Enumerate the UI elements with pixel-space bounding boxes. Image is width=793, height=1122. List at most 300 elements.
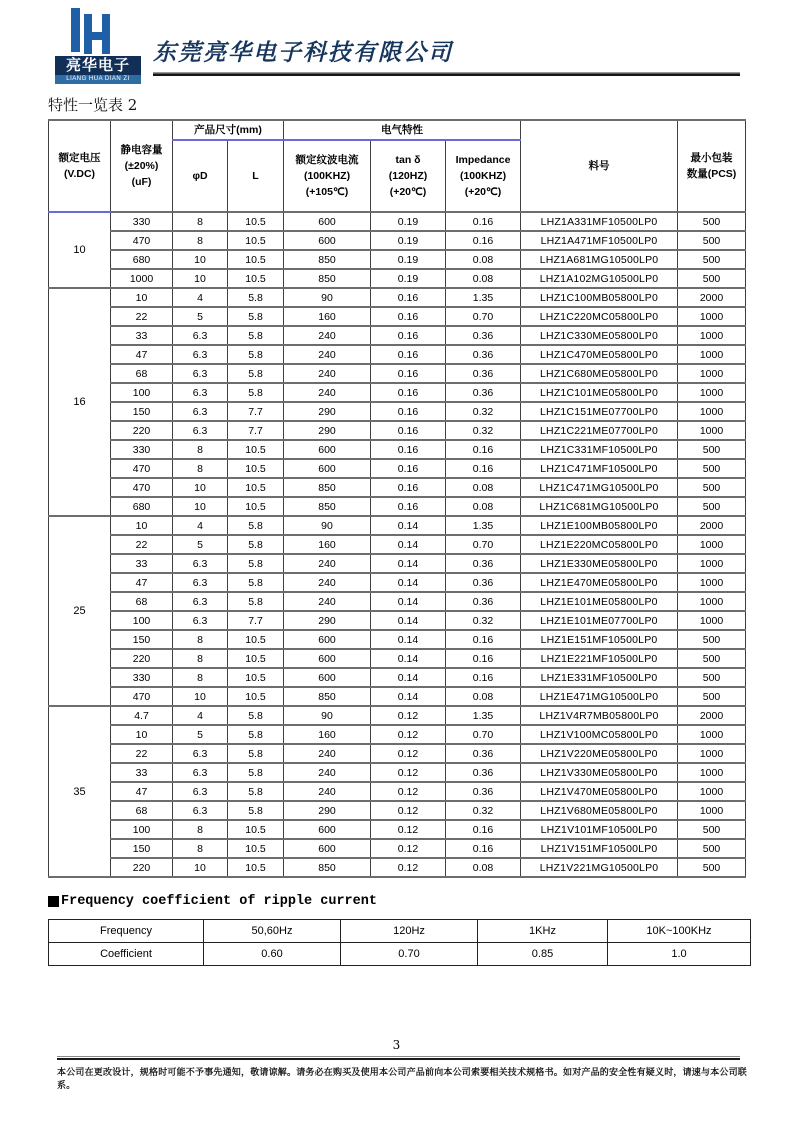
diameter-cell: 4 — [173, 706, 228, 725]
spec-row — [49, 326, 746, 345]
length-cell: 5.8 — [228, 383, 284, 402]
package-qty-cell: 1000 — [678, 611, 746, 630]
length-cell: 7.7 — [228, 611, 284, 630]
spec-row — [49, 725, 746, 744]
length-cell: 5.8 — [228, 288, 284, 307]
package-qty-cell: 500 — [678, 478, 746, 497]
voltage-group-cell: 35 — [49, 706, 111, 877]
length-cell: 10.5 — [228, 668, 284, 687]
part-number-cell: LHZ1V221MG10500LP0 — [521, 858, 678, 877]
part-number-cell: LHZ1V220ME05800LP0 — [521, 744, 678, 763]
part-number-cell: LHZ1A681MG10500LP0 — [521, 250, 678, 269]
capacitance-cell: 330 — [111, 212, 173, 231]
spec-row — [49, 459, 746, 478]
package-qty-cell: 1000 — [678, 725, 746, 744]
impedance-cell: 1.35 — [446, 516, 521, 535]
diameter-cell: 8 — [173, 440, 228, 459]
diameter-cell: 6.3 — [173, 554, 228, 573]
spec-row — [49, 839, 746, 858]
tan-delta-cell: 0.12 — [371, 782, 446, 801]
impedance-cell: 0.08 — [446, 478, 521, 497]
company-logo — [55, 8, 141, 84]
length-cell: 10.5 — [228, 858, 284, 877]
frequency-value-cell: 50,60Hz — [204, 920, 341, 943]
capacitance-cell: 150 — [111, 630, 173, 649]
diameter-cell: 8 — [173, 630, 228, 649]
diameter-cell: 8 — [173, 231, 228, 250]
tan-delta-cell: 0.16 — [371, 459, 446, 478]
capacitance-cell: 220 — [111, 858, 173, 877]
capacitance-cell: 68 — [111, 592, 173, 611]
impedance-cell: 0.08 — [446, 269, 521, 288]
length-cell: 7.7 — [228, 421, 284, 440]
capacitance-cell: 680 — [111, 250, 173, 269]
diameter-cell: 10 — [173, 250, 228, 269]
package-qty-cell: 1000 — [678, 554, 746, 573]
ripple-current-cell: 240 — [284, 782, 371, 801]
capacitance-cell: 68 — [111, 801, 173, 820]
impedance-cell: 0.36 — [446, 744, 521, 763]
capacitance-cell: 470 — [111, 459, 173, 478]
package-qty-cell: 500 — [678, 459, 746, 478]
impedance-cell: 0.36 — [446, 345, 521, 364]
page-number: 3 — [392, 1038, 401, 1052]
page-header — [0, 0, 793, 84]
page-title: 特性一览表 2 — [48, 96, 138, 114]
frequency-table — [48, 919, 751, 966]
ripple-current-cell: 290 — [284, 801, 371, 820]
diameter-cell: 6.3 — [173, 326, 228, 345]
ripple-current-cell: 850 — [284, 478, 371, 497]
package-qty-cell: 500 — [678, 649, 746, 668]
tan-delta-cell: 0.12 — [371, 858, 446, 877]
col-header-dimensions-group: 产品尺寸(mm) — [173, 120, 284, 140]
logo-lh-mark-icon — [55, 8, 141, 56]
package-qty-cell: 500 — [678, 687, 746, 706]
ripple-current-cell: 240 — [284, 364, 371, 383]
spec-row — [49, 288, 746, 307]
col-header-electrical-group: 电气特性 — [284, 120, 521, 140]
impedance-cell: 0.32 — [446, 801, 521, 820]
col-header-capacitance: 静电容量 (±20%) (uF) — [111, 120, 173, 212]
part-number-cell: LHZ1V4R7MB05800LP0 — [521, 706, 678, 725]
tan-delta-cell: 0.16 — [371, 497, 446, 516]
ripple-current-cell: 240 — [284, 554, 371, 573]
diameter-cell: 10 — [173, 269, 228, 288]
length-cell: 5.8 — [228, 326, 284, 345]
capacitance-cell: 330 — [111, 440, 173, 459]
impedance-cell: 0.16 — [446, 459, 521, 478]
tan-delta-cell: 0.14 — [371, 649, 446, 668]
capacitance-cell: 1000 — [111, 269, 173, 288]
impedance-cell: 0.08 — [446, 687, 521, 706]
ripple-current-cell: 240 — [284, 573, 371, 592]
capacitance-cell: 100 — [111, 820, 173, 839]
impedance-cell: 1.35 — [446, 288, 521, 307]
package-qty-cell: 500 — [678, 269, 746, 288]
col-header-length: L — [228, 140, 284, 212]
spec-row — [49, 554, 746, 573]
impedance-cell: 1.35 — [446, 706, 521, 725]
diameter-cell: 6.3 — [173, 611, 228, 630]
impedance-cell: 0.36 — [446, 383, 521, 402]
part-number-cell: LHZ1V100MC05800LP0 — [521, 725, 678, 744]
impedance-cell: 0.16 — [446, 212, 521, 231]
company-name: 东莞亮华电子科技有限公司 — [153, 39, 453, 66]
ripple-current-cell: 850 — [284, 858, 371, 877]
length-cell: 5.8 — [228, 516, 284, 535]
ripple-current-cell: 850 — [284, 269, 371, 288]
diameter-cell: 6.3 — [173, 421, 228, 440]
part-number-cell: LHZ1C220MC05800LP0 — [521, 307, 678, 326]
frequency-value-cell: 10K~100KHz — [608, 920, 751, 943]
impedance-cell: 0.70 — [446, 307, 521, 326]
tan-delta-cell: 0.16 — [371, 440, 446, 459]
spec-table — [48, 119, 746, 878]
col-header-ripple: 额定纹波电流 (100KHZ) (+105℃) — [284, 140, 371, 212]
package-qty-cell: 1000 — [678, 535, 746, 554]
tan-delta-cell: 0.14 — [371, 611, 446, 630]
capacitance-cell: 100 — [111, 383, 173, 402]
spec-row — [49, 478, 746, 497]
col-header-voltage: 额定电压 (V.DC) — [49, 120, 111, 212]
package-qty-cell: 500 — [678, 839, 746, 858]
spec-row — [49, 820, 746, 839]
spec-row — [49, 706, 746, 725]
package-qty-cell: 500 — [678, 858, 746, 877]
length-cell: 5.8 — [228, 725, 284, 744]
spec-row — [49, 592, 746, 611]
part-number-cell: LHZ1C330ME05800LP0 — [521, 326, 678, 345]
spec-row — [49, 421, 746, 440]
tan-delta-cell: 0.14 — [371, 554, 446, 573]
length-cell: 5.8 — [228, 554, 284, 573]
package-qty-cell: 1000 — [678, 421, 746, 440]
ripple-current-cell: 600 — [284, 231, 371, 250]
diameter-cell: 6.3 — [173, 383, 228, 402]
frequency-value-cell: 0.60 — [204, 943, 341, 966]
ripple-current-cell: 600 — [284, 820, 371, 839]
tan-delta-cell: 0.14 — [371, 687, 446, 706]
frequency-section-title: Frequency coefficient of ripple current — [61, 894, 377, 909]
package-qty-cell: 1000 — [678, 383, 746, 402]
diameter-cell: 6.3 — [173, 364, 228, 383]
part-number-cell: LHZ1E101ME07700LP0 — [521, 611, 678, 630]
length-cell: 5.8 — [228, 592, 284, 611]
ripple-current-cell: 600 — [284, 630, 371, 649]
footer-rule — [57, 1056, 740, 1060]
capacitance-cell: 10 — [111, 725, 173, 744]
part-number-cell: LHZ1V151MF10500LP0 — [521, 839, 678, 858]
impedance-cell: 0.16 — [446, 820, 521, 839]
impedance-cell: 0.36 — [446, 782, 521, 801]
diameter-cell: 5 — [173, 307, 228, 326]
impedance-cell: 0.16 — [446, 649, 521, 668]
part-number-cell: LHZ1E151MF10500LP0 — [521, 630, 678, 649]
ripple-current-cell: 600 — [284, 649, 371, 668]
package-qty-cell: 1000 — [678, 364, 746, 383]
package-qty-cell: 1000 — [678, 744, 746, 763]
capacitance-cell: 22 — [111, 744, 173, 763]
ripple-current-cell: 600 — [284, 440, 371, 459]
spec-row — [49, 687, 746, 706]
diameter-cell: 8 — [173, 839, 228, 858]
length-cell: 5.8 — [228, 801, 284, 820]
tan-delta-cell: 0.19 — [371, 231, 446, 250]
capacitance-cell: 68 — [111, 364, 173, 383]
diameter-cell: 10 — [173, 858, 228, 877]
frequency-row — [49, 920, 751, 943]
impedance-cell: 0.16 — [446, 839, 521, 858]
ripple-current-cell: 90 — [284, 706, 371, 725]
tan-delta-cell: 0.16 — [371, 478, 446, 497]
length-cell: 5.8 — [228, 744, 284, 763]
diameter-cell: 10 — [173, 687, 228, 706]
tan-delta-cell: 0.12 — [371, 820, 446, 839]
diameter-cell: 8 — [173, 668, 228, 687]
logo-pinyin-name: LIANG HUA DIAN ZI — [55, 75, 141, 84]
package-qty-cell: 2000 — [678, 706, 746, 725]
length-cell: 10.5 — [228, 687, 284, 706]
capacitance-cell: 330 — [111, 668, 173, 687]
ripple-current-cell: 600 — [284, 668, 371, 687]
spec-row — [49, 402, 746, 421]
tan-delta-cell: 0.16 — [371, 421, 446, 440]
diameter-cell: 6.3 — [173, 763, 228, 782]
impedance-cell: 0.36 — [446, 763, 521, 782]
capacitance-cell: 220 — [111, 421, 173, 440]
part-number-cell: LHZ1E100MB05800LP0 — [521, 516, 678, 535]
package-qty-cell: 500 — [678, 212, 746, 231]
col-header-part-number: 料号 — [521, 120, 678, 212]
spec-row — [49, 535, 746, 554]
impedance-cell: 0.08 — [446, 497, 521, 516]
package-qty-cell: 2000 — [678, 288, 746, 307]
part-number-cell: LHZ1E330ME05800LP0 — [521, 554, 678, 573]
ripple-current-cell: 240 — [284, 345, 371, 364]
diameter-cell: 8 — [173, 649, 228, 668]
part-number-cell: LHZ1E331MF10500LP0 — [521, 668, 678, 687]
impedance-cell: 0.36 — [446, 364, 521, 383]
length-cell: 10.5 — [228, 212, 284, 231]
impedance-cell: 0.16 — [446, 440, 521, 459]
tan-delta-cell: 0.16 — [371, 402, 446, 421]
spec-row — [49, 231, 746, 250]
spec-row — [49, 611, 746, 630]
diameter-cell: 8 — [173, 212, 228, 231]
frequency-value-cell: 120Hz — [341, 920, 478, 943]
package-qty-cell: 2000 — [678, 516, 746, 535]
tan-delta-cell: 0.14 — [371, 668, 446, 687]
length-cell: 10.5 — [228, 839, 284, 858]
spec-row — [49, 269, 746, 288]
ripple-current-cell: 600 — [284, 839, 371, 858]
capacitance-cell: 47 — [111, 782, 173, 801]
impedance-cell: 0.36 — [446, 592, 521, 611]
tan-delta-cell: 0.12 — [371, 725, 446, 744]
package-qty-cell: 1000 — [678, 402, 746, 421]
length-cell: 5.8 — [228, 573, 284, 592]
package-qty-cell: 1000 — [678, 782, 746, 801]
capacitance-cell: 100 — [111, 611, 173, 630]
diameter-cell: 6.3 — [173, 801, 228, 820]
spec-row — [49, 250, 746, 269]
package-qty-cell: 500 — [678, 668, 746, 687]
length-cell: 10.5 — [228, 269, 284, 288]
diameter-cell: 6.3 — [173, 345, 228, 364]
diameter-cell: 5 — [173, 725, 228, 744]
frequency-value-cell: 1.0 — [608, 943, 751, 966]
spec-row — [49, 858, 746, 877]
part-number-cell: LHZ1C101ME05800LP0 — [521, 383, 678, 402]
col-header-min-package: 最小包装 数量(PCS) — [678, 120, 746, 212]
diameter-cell: 8 — [173, 459, 228, 478]
impedance-cell: 0.70 — [446, 725, 521, 744]
part-number-cell: LHZ1C470ME05800LP0 — [521, 345, 678, 364]
diameter-cell: 10 — [173, 478, 228, 497]
capacitance-cell: 22 — [111, 307, 173, 326]
diameter-cell: 6.3 — [173, 782, 228, 801]
ripple-current-cell: 240 — [284, 763, 371, 782]
frequency-value-cell: 0.70 — [341, 943, 478, 966]
part-number-cell: LHZ1E221MF10500LP0 — [521, 649, 678, 668]
ripple-current-cell: 600 — [284, 459, 371, 478]
spec-row — [49, 668, 746, 687]
impedance-cell: 0.32 — [446, 402, 521, 421]
diameter-cell: 6.3 — [173, 744, 228, 763]
impedance-cell: 0.36 — [446, 326, 521, 345]
voltage-group-cell: 25 — [49, 516, 111, 706]
tan-delta-cell: 0.14 — [371, 630, 446, 649]
impedance-cell: 0.32 — [446, 421, 521, 440]
ripple-current-cell: 240 — [284, 744, 371, 763]
spec-row — [49, 497, 746, 516]
frequency-row-label: Frequency — [49, 920, 204, 943]
col-header-diameter: φD — [173, 140, 228, 212]
spec-row — [49, 364, 746, 383]
part-number-cell: LHZ1C151ME07700LP0 — [521, 402, 678, 421]
tan-delta-cell: 0.19 — [371, 269, 446, 288]
ripple-current-cell: 850 — [284, 497, 371, 516]
spec-row — [49, 573, 746, 592]
spec-row — [49, 516, 746, 535]
tan-delta-cell: 0.16 — [371, 345, 446, 364]
ripple-current-cell: 600 — [284, 212, 371, 231]
part-number-cell: LHZ1C471MG10500LP0 — [521, 478, 678, 497]
part-number-cell: LHZ1E470ME05800LP0 — [521, 573, 678, 592]
diameter-cell: 6.3 — [173, 592, 228, 611]
part-number-cell: LHZ1C680ME05800LP0 — [521, 364, 678, 383]
impedance-cell: 0.08 — [446, 858, 521, 877]
tan-delta-cell: 0.12 — [371, 801, 446, 820]
length-cell: 5.8 — [228, 763, 284, 782]
length-cell: 7.7 — [228, 402, 284, 421]
capacitance-cell: 470 — [111, 687, 173, 706]
part-number-cell: LHZ1V101MF10500LP0 — [521, 820, 678, 839]
part-number-cell: LHZ1E471MG10500LP0 — [521, 687, 678, 706]
spec-row — [49, 212, 746, 231]
length-cell: 10.5 — [228, 459, 284, 478]
length-cell: 5.8 — [228, 782, 284, 801]
tan-delta-cell: 0.12 — [371, 706, 446, 725]
capacitance-cell: 33 — [111, 326, 173, 345]
frequency-row — [49, 943, 751, 966]
tan-delta-cell: 0.16 — [371, 288, 446, 307]
capacitance-cell: 4.7 — [111, 706, 173, 725]
length-cell: 10.5 — [228, 478, 284, 497]
tan-delta-cell: 0.16 — [371, 364, 446, 383]
impedance-cell: 0.32 — [446, 611, 521, 630]
tan-delta-cell: 0.14 — [371, 535, 446, 554]
ripple-current-cell: 240 — [284, 326, 371, 345]
impedance-cell: 0.16 — [446, 231, 521, 250]
capacitance-cell: 47 — [111, 573, 173, 592]
tan-delta-cell: 0.12 — [371, 744, 446, 763]
diameter-cell: 6.3 — [173, 573, 228, 592]
tan-delta-cell: 0.12 — [371, 763, 446, 782]
length-cell: 10.5 — [228, 497, 284, 516]
ripple-current-cell: 90 — [284, 516, 371, 535]
logo-chinese-name: 亮华电子 — [55, 56, 141, 75]
package-qty-cell: 500 — [678, 630, 746, 649]
package-qty-cell: 1000 — [678, 307, 746, 326]
ripple-current-cell: 90 — [284, 288, 371, 307]
capacitance-cell: 33 — [111, 554, 173, 573]
capacitance-cell: 10 — [111, 516, 173, 535]
spec-row — [49, 345, 746, 364]
length-cell: 10.5 — [228, 630, 284, 649]
part-number-cell: LHZ1C100MB05800LP0 — [521, 288, 678, 307]
length-cell: 10.5 — [228, 649, 284, 668]
part-number-cell: LHZ1A102MG10500LP0 — [521, 269, 678, 288]
header-rule — [153, 72, 740, 76]
tan-delta-cell: 0.12 — [371, 839, 446, 858]
diameter-cell: 8 — [173, 820, 228, 839]
section-bullet-icon — [48, 896, 59, 907]
tan-delta-cell: 0.14 — [371, 592, 446, 611]
frequency-row-label: Coefficient — [49, 943, 204, 966]
package-qty-cell: 1000 — [678, 763, 746, 782]
footer-disclaimer: 本公司在更改设计，规格时可能不予事先通知，敬请谅解。请务必在购买及使用本公司产品前向本公司索要相关技术规格书。如对产品的安全性有疑义时，请速与本公司联系。 — [57, 1067, 748, 1090]
length-cell: 5.8 — [228, 364, 284, 383]
capacitance-cell: 470 — [111, 231, 173, 250]
diameter-cell: 4 — [173, 516, 228, 535]
ripple-current-cell: 290 — [284, 421, 371, 440]
package-qty-cell: 500 — [678, 250, 746, 269]
col-header-tan: tan δ (120HZ) (+20℃) — [371, 140, 446, 212]
ripple-current-cell: 240 — [284, 383, 371, 402]
frequency-value-cell: 0.85 — [478, 943, 608, 966]
package-qty-cell: 500 — [678, 440, 746, 459]
impedance-cell: 0.36 — [446, 554, 521, 573]
tan-delta-cell: 0.14 — [371, 516, 446, 535]
length-cell: 5.8 — [228, 535, 284, 554]
part-number-cell: LHZ1C681MG10500LP0 — [521, 497, 678, 516]
spec-row — [49, 763, 746, 782]
tan-delta-cell: 0.19 — [371, 212, 446, 231]
tan-delta-cell: 0.14 — [371, 573, 446, 592]
capacitance-cell: 150 — [111, 402, 173, 421]
tan-delta-cell: 0.16 — [371, 383, 446, 402]
capacitance-cell: 220 — [111, 649, 173, 668]
impedance-cell: 0.16 — [446, 630, 521, 649]
spec-row — [49, 383, 746, 402]
tan-delta-cell: 0.16 — [371, 326, 446, 345]
frequency-table-body — [49, 920, 751, 966]
spec-row — [49, 440, 746, 459]
package-qty-cell: 1000 — [678, 326, 746, 345]
length-cell: 5.8 — [228, 706, 284, 725]
